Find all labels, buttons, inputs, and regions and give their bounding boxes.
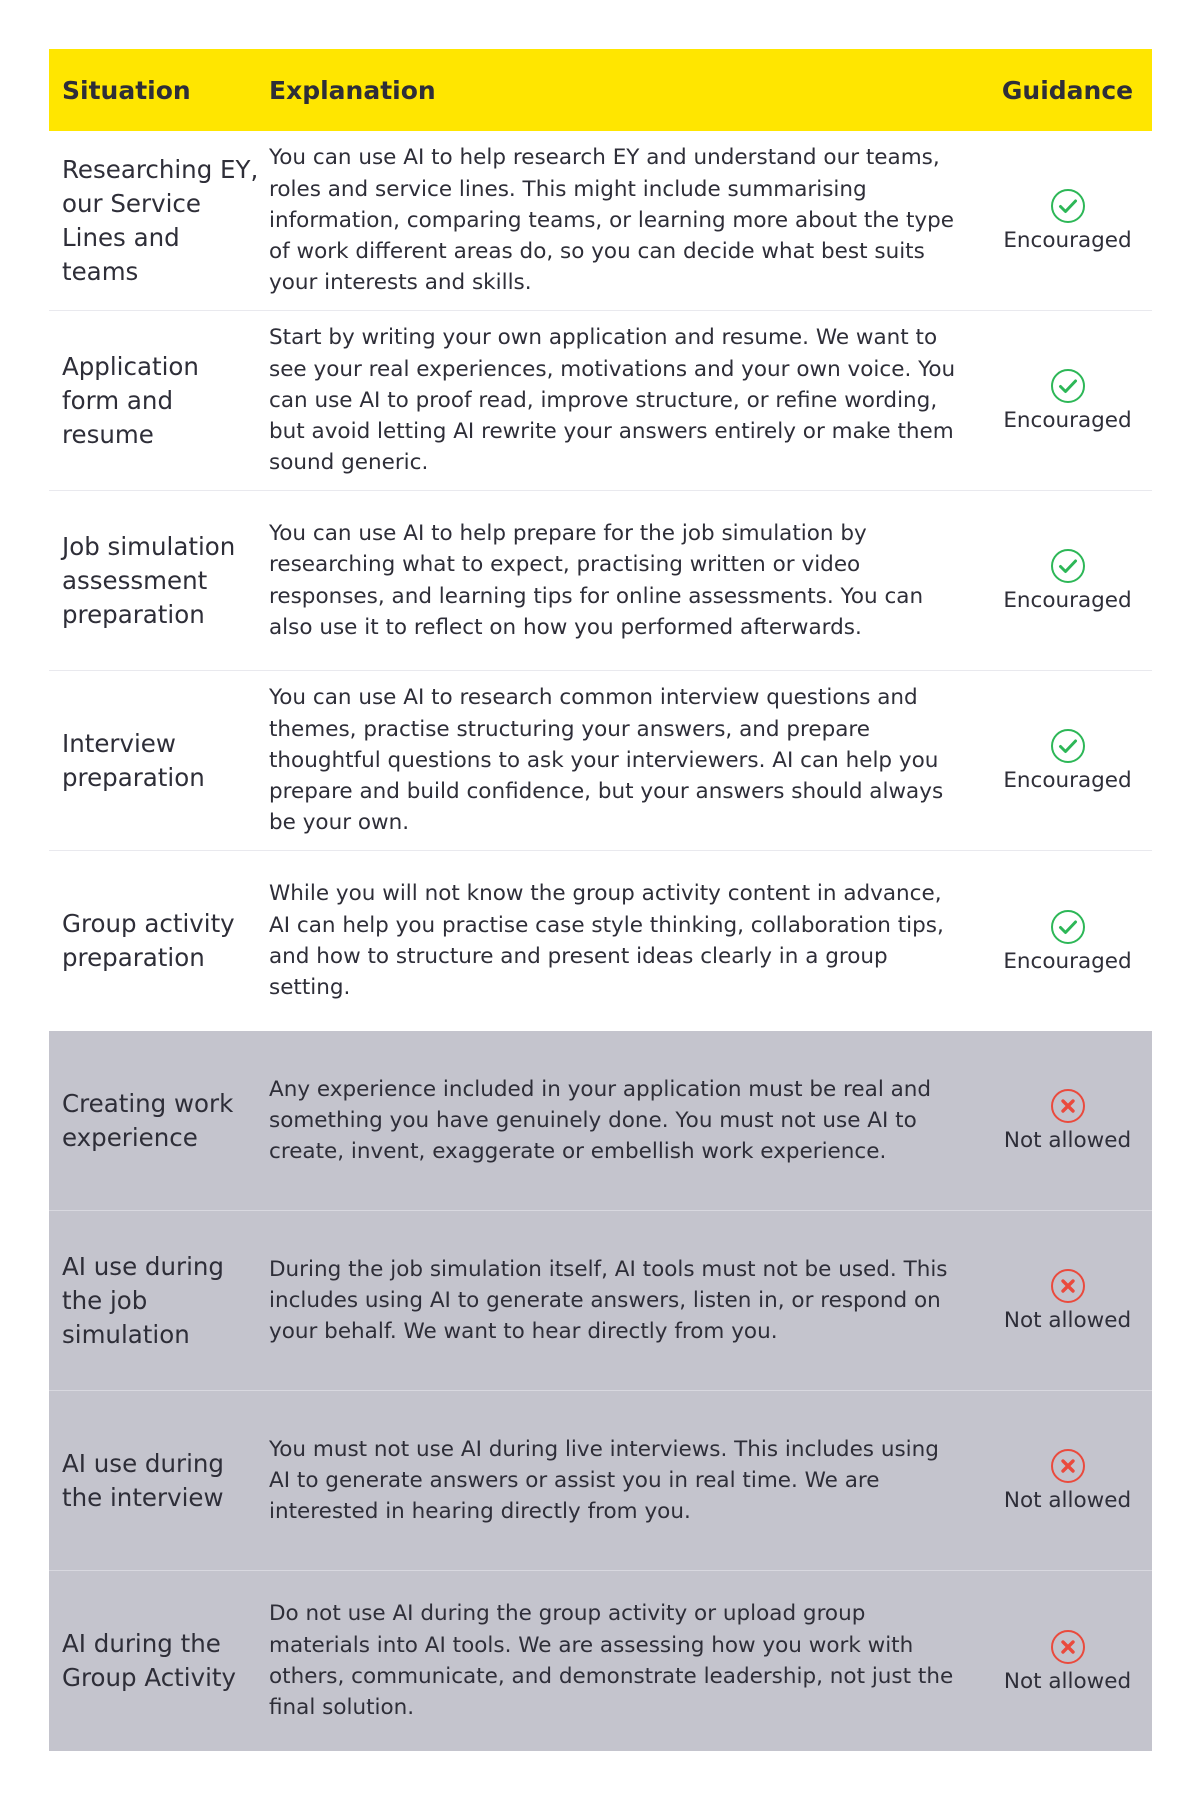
- table-header: [49, 49, 1152, 131]
- guidance-cell: [983, 909, 1152, 974]
- guidance-label: Encouraged: [1003, 228, 1132, 253]
- situation-cell: AI use during the job simulation: [62, 1251, 224, 1349]
- situation-cell: Group activity preparation: [62, 909, 235, 972]
- x-circle-icon: [1050, 1629, 1086, 1665]
- table-row: [49, 671, 1152, 851]
- guidance-label: Encouraged: [1003, 588, 1132, 613]
- explanation-cell: Start by writing your own application and resume. We want to see your real experiences, motivations and your own voice. You can use AI to proof read, improve structure, or refine wording, but avoid letting AI rewrite your answers entirely or make them sound generic.: [269, 325, 956, 476]
- ai-guidance-table: [49, 49, 1152, 1751]
- table-row: [49, 1391, 1152, 1571]
- table-row: [49, 491, 1152, 671]
- explanation-cell: Do not use AI during the group activity or upload group materials into AI tools. We are assessing how you work with others, communicate, and demonstrate leadership, not just the final solution.: [269, 1601, 954, 1721]
- guidance-label: Not allowed: [1003, 1668, 1132, 1694]
- situation-cell: AI use during the interview: [62, 1448, 224, 1512]
- explanation-cell: You can use AI to help prepare for the job simulation by researching what to expect, practising written or video responses, and learning tips for online assessments. You can also use it to reflect on how you performed afterwards.: [269, 520, 924, 640]
- check-circle-icon: [1050, 909, 1086, 945]
- guidance-cell: [983, 1629, 1152, 1694]
- situation-cell: Application form and resume: [62, 351, 199, 449]
- situation-cell: Interview preparation: [62, 728, 205, 792]
- explanation-cell: You can use AI to research common interview questions and themes, practise structuring your answers, and prepare thoughtful questions to ask your interviewers. AI can help you prepare and build confidence, but your answers should always be your own.: [269, 685, 944, 836]
- table-row: [49, 131, 1152, 311]
- guidance-label: Not allowed: [1003, 1308, 1132, 1333]
- check-circle-icon: [1050, 728, 1086, 764]
- check-circle-icon: [1050, 368, 1086, 404]
- guidance-cell: [983, 1088, 1152, 1153]
- table-row: [49, 851, 1152, 1031]
- check-circle-icon: [1050, 548, 1086, 584]
- guidance-cell: [983, 1268, 1152, 1333]
- header-guidance: Guidance: [1001, 75, 1134, 105]
- guidance-cell: [983, 728, 1152, 793]
- explanation-cell: You can use AI to help research EY and understand our teams, roles and service lines. This might include summarising information, comparing teams, or learning more about the type of work different areas do, so you can decide what best suits your interests and skills.: [269, 145, 954, 296]
- explanation-cell: Any experience included in your application must be real and something you have genuinely done. You must not use AI to create, invent, exaggerate or embellish work experience.: [269, 1076, 932, 1165]
- explanation-cell: While you will not know the group activity content in advance, AI can help you practise case style thinking, collaboration tips, and how to structure and present ideas clearly in a group setting.: [269, 881, 944, 1001]
- guidance-label: Encouraged: [1003, 768, 1132, 793]
- header-situation: Situation: [62, 75, 191, 105]
- table-row: [49, 1031, 1152, 1211]
- explanation-cell: During the job simulation itself, AI tools must not be used. This includes using AI to generate answers, listen in, or respond on your behalf. We want to hear directly from you.: [269, 1256, 948, 1345]
- guidance-label: Not allowed: [1003, 1128, 1132, 1153]
- header-explanation: Explanation: [269, 75, 436, 105]
- table-row: [49, 1211, 1152, 1391]
- guidance-cell: [983, 548, 1152, 613]
- situation-cell: Job simulation assessment preparation: [62, 531, 236, 629]
- guidance-cell: [983, 368, 1152, 433]
- explanation-cell: You must not use AI during live interviews. This includes using AI to generate answers or assist you in real time. We are interested in hearing directly from you.: [269, 1436, 939, 1525]
- guidance-label: Encouraged: [1003, 948, 1132, 974]
- situation-cell: Researching EY, our Service Lines and teams: [62, 154, 259, 286]
- situation-cell: Creating work experience: [62, 1088, 234, 1152]
- situation-cell: AI during the Group Activity: [62, 1629, 237, 1692]
- guidance-cell: [983, 1448, 1152, 1513]
- guidance-label: Not allowed: [1003, 1488, 1132, 1513]
- x-circle-icon: [1050, 1268, 1086, 1304]
- x-circle-icon: [1050, 1448, 1086, 1484]
- table-row: [49, 1571, 1152, 1751]
- table-row: [49, 311, 1152, 491]
- check-circle-icon: [1050, 188, 1086, 224]
- x-circle-icon: [1050, 1088, 1086, 1124]
- guidance-cell: [983, 188, 1152, 253]
- guidance-label: Encouraged: [1003, 408, 1132, 433]
